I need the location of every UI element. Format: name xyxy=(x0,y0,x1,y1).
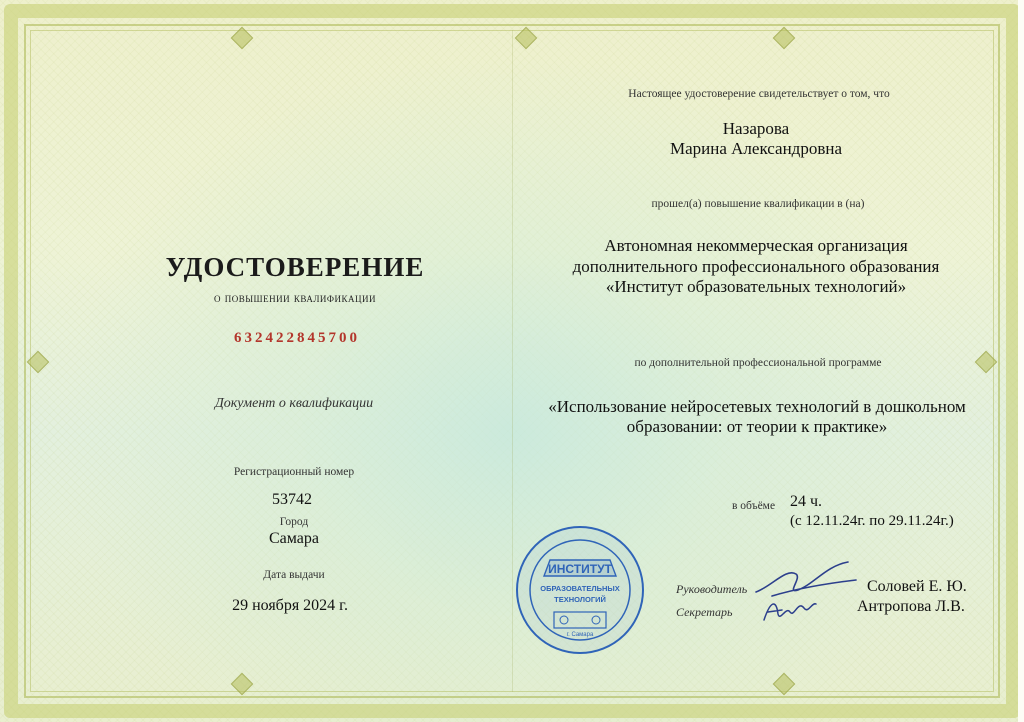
registration-label: Регистрационный номер xyxy=(233,466,355,478)
secretary-label: Секретарь xyxy=(676,605,733,619)
issue-date-label: Дата выдачи xyxy=(263,569,325,581)
organization-line-2: дополнительного профессионального образования xyxy=(572,257,940,276)
issue-date: 29 ноября 2024 г. xyxy=(232,597,348,614)
center-fold xyxy=(512,30,513,692)
head-name: Соловей Е. Ю. xyxy=(867,578,967,595)
svg-text:ИНСТИТУТ: ИНСТИТУТ xyxy=(548,562,612,576)
document-type: Документ о квалификации xyxy=(214,396,374,411)
program-line-2: образовании: от теории к практике» xyxy=(626,417,888,436)
passed-text: прошел(а) повышение квалификации в (на) xyxy=(651,198,865,210)
holder-name: Марина Александровна xyxy=(669,139,843,158)
institute-seal xyxy=(514,524,646,656)
volume-value: 24 ч. xyxy=(790,493,823,510)
scan-edge xyxy=(1018,0,1024,722)
secretary-name: Антропова Л.В. xyxy=(857,598,965,615)
study-period: (с 12.11.24г. по 29.11.24г.) xyxy=(790,513,954,529)
program-label: по дополнительной профессиональной программе xyxy=(634,357,882,369)
certificate-number: 632422845700 xyxy=(234,330,360,346)
svg-text:ТЕХНОЛОГИЙ: ТЕХНОЛОГИЙ xyxy=(554,595,606,604)
city-value: Самара xyxy=(269,530,319,547)
intro-text: Настоящее удостоверение свидетельствует о том, что xyxy=(628,88,890,100)
svg-text:ОБРАЗОВАТЕЛЬНЫХ: ОБРАЗОВАТЕЛЬНЫХ xyxy=(540,584,620,593)
certificate-subtitle: о повышении квалификации xyxy=(213,290,377,305)
organization-line-3: «Институт образовательных технологий» xyxy=(605,277,907,296)
svg-text:г. Самара: г. Самара xyxy=(566,632,594,638)
head-label: Руководитель xyxy=(676,582,748,596)
secretary-signature-icon xyxy=(760,592,820,628)
holder-surname: Назарова xyxy=(722,119,790,138)
registration-number: 53742 xyxy=(272,491,312,508)
volume-label: в объёме xyxy=(732,500,776,512)
organization-line-1: Автономная некоммерческая организация xyxy=(604,236,908,255)
city-label: Город xyxy=(279,516,309,528)
program-line-1: «Использование нейросетевых технологий в дошкольном xyxy=(548,397,966,416)
certificate-title: УДОСТОВЕРЕНИЕ xyxy=(165,252,425,282)
